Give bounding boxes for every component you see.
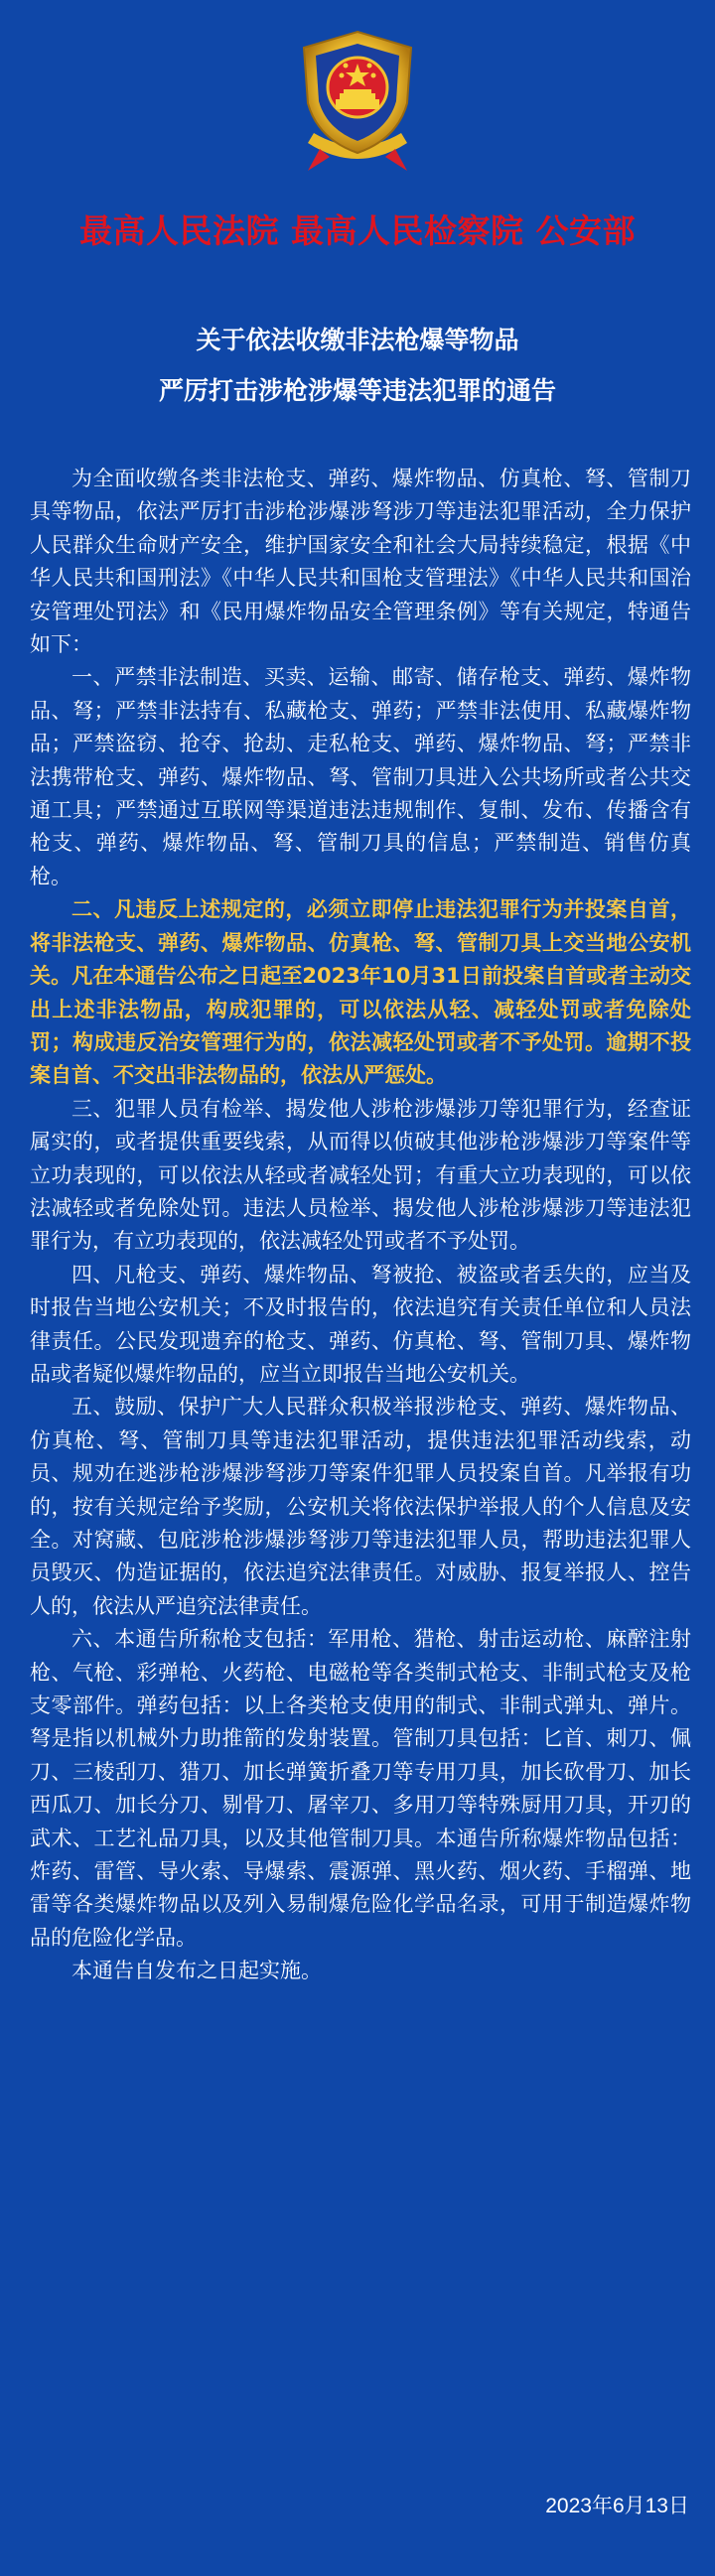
notice-body <box>30 463 691 1988</box>
publish-date: 2023年6月13日 <box>545 2495 689 2517</box>
clause-1-paragraph: 一、严禁非法制造、买卖、运输、邮寄、储存枪支、弹药、爆炸物品、弩；严禁非法持有、私藏枪支、弹药；严禁非法使用、私藏爆炸物品；严禁盗窃、抢夺、抢劫、走私枪支、弹药、爆炸物品、弩；严禁非法携带枪支、弹药、爆炸物品、弩、管制刀具进入公共场所或者公共交通工具；严禁通过互联网等渠道违法违规制作、复制、发布、传播含有枪支、弹药、爆炸物品、弩、管制刀具的信息；严禁制造、销售仿真枪。 <box>30 665 691 888</box>
clause-5-paragraph: 五、鼓励、保护广大人民群众积极举报涉枪支、弹药、爆炸物品、仿真枪、弩、管制刀具等违法犯罪活动，提供违法犯罪活动线索，动员、规劝在逃涉枪涉爆涉弩涉刀等案件犯罪人员投案自首。凡举报有功的，按有关规定给予奖励，公安机关将依法保护举报人的个人信息及安全。对窝藏、包庇涉枪涉爆涉弩涉刀等违法犯罪人员，帮助违法犯罪人员毁灭、伪造证据的，依法追究法律责任。对威胁、报复举报人、控告人的，依法从严追究法律责任。 <box>30 1395 691 1618</box>
notice-title-line-2: 严厉打击涉枪涉爆等违法犯罪的通告 <box>158 376 556 405</box>
clause-3-paragraph: 三、犯罪人员有检举、揭发他人涉枪涉爆涉刀等犯罪行为，经查证属实的，或者提供重要线索，从而得以侦破其他涉枪涉爆涉刀等案件等立功表现的，可以依法从轻或者减轻处罚；有重大立功表现的，可以依法减轻或者免除处罚。违法人员检举、揭发他人涉枪涉爆涉刀等违法犯罪行为，有立功表现的，依法减轻处罚或者不予处罚。 <box>30 1096 691 1254</box>
issuing-authorities: 最高人民法院 最高人民检察院 公安部 <box>79 211 636 250</box>
national-emblem-icon <box>290 26 425 175</box>
preamble-paragraph: 为全面收缴各类非法枪支、弹药、爆炸物品、仿真枪、弩、管制刀具等物品，依法严厉打击涉枪涉爆涉弩涉刀等违法犯罪活动，全力保护人民群众生命财产安全，维护国家安全和社会大局持续稳定，根据《中华人民共和国刑法》《中华人民共和国枪支管理法》《中华人民共和国治安管理处罚法》和《民用爆炸物品安全管理条例》等有关规定，特通告如下： <box>30 467 691 657</box>
effective-date-paragraph: 本通告自发布之日起实施。 <box>72 1959 322 1983</box>
clause-6-paragraph: 六、本通告所称枪支包括：军用枪、猎枪、射击运动枪、麻醉注射枪、气枪、彩弹枪、火药枪、电磁枪等各类制式枪支、非制式枪支及枪支零部件。弹药包括：以上各类枪支使用的制式、非制式弹丸、弹片。弩是指以机械外力助推箭的发射装置。管制刀具包括：匕首、刺刀、佩刀、三棱刮刀、猎刀、加长弹簧折叠刀等专用刀具，加长砍骨刀、加长西瓜刀、加长分刀、剔骨刀、屠宰刀、多用刀等特殊厨用刀具，开刃的武术、工艺礼品刀具，以及其他管制刀具。本通告所称爆炸物品包括：炸药、雷管、导火索、导爆索、震源弹、黑火药、烟火药、手榴弹、地雷等各类爆炸物品以及列入易制爆危险化学品名录，可用于制造爆炸物品的危险化学品。 <box>30 1627 691 1950</box>
clause-4-paragraph: 四、凡枪支、弹药、爆炸物品、弩被抢、被盗或者丢失的，应当及时报告当地公安机关；不及时报告的，依法追究有关责任单位和人员法律责任。公民发现遗弃的枪支、弹药、仿真枪、弩、管制刀具、爆炸物品或者疑似爆炸物品的，应当立即报告当地公安机关。 <box>30 1262 691 1386</box>
notice-title-line-1: 关于依法收缴非法枪爆等物品 <box>196 326 519 354</box>
clause-2-highlight-paragraph: 二、凡违反上述规定的，必须立即停止违法犯罪行为并投案自首，将非法枪支、弹药、爆炸物品、仿真枪、弩、管制刀具上交当地公安机关。凡在本通告公布之日起至2023年10月31日前投案自首或者主动交出上述非法物品，构成犯罪的，可以依法从轻、减轻处罚或者免除处罚；构成违反治安管理行为的，依法减轻处罚或者不予处罚。逾期不投案自首、不交出非法物品的，依法从严惩处。 <box>30 897 691 1088</box>
